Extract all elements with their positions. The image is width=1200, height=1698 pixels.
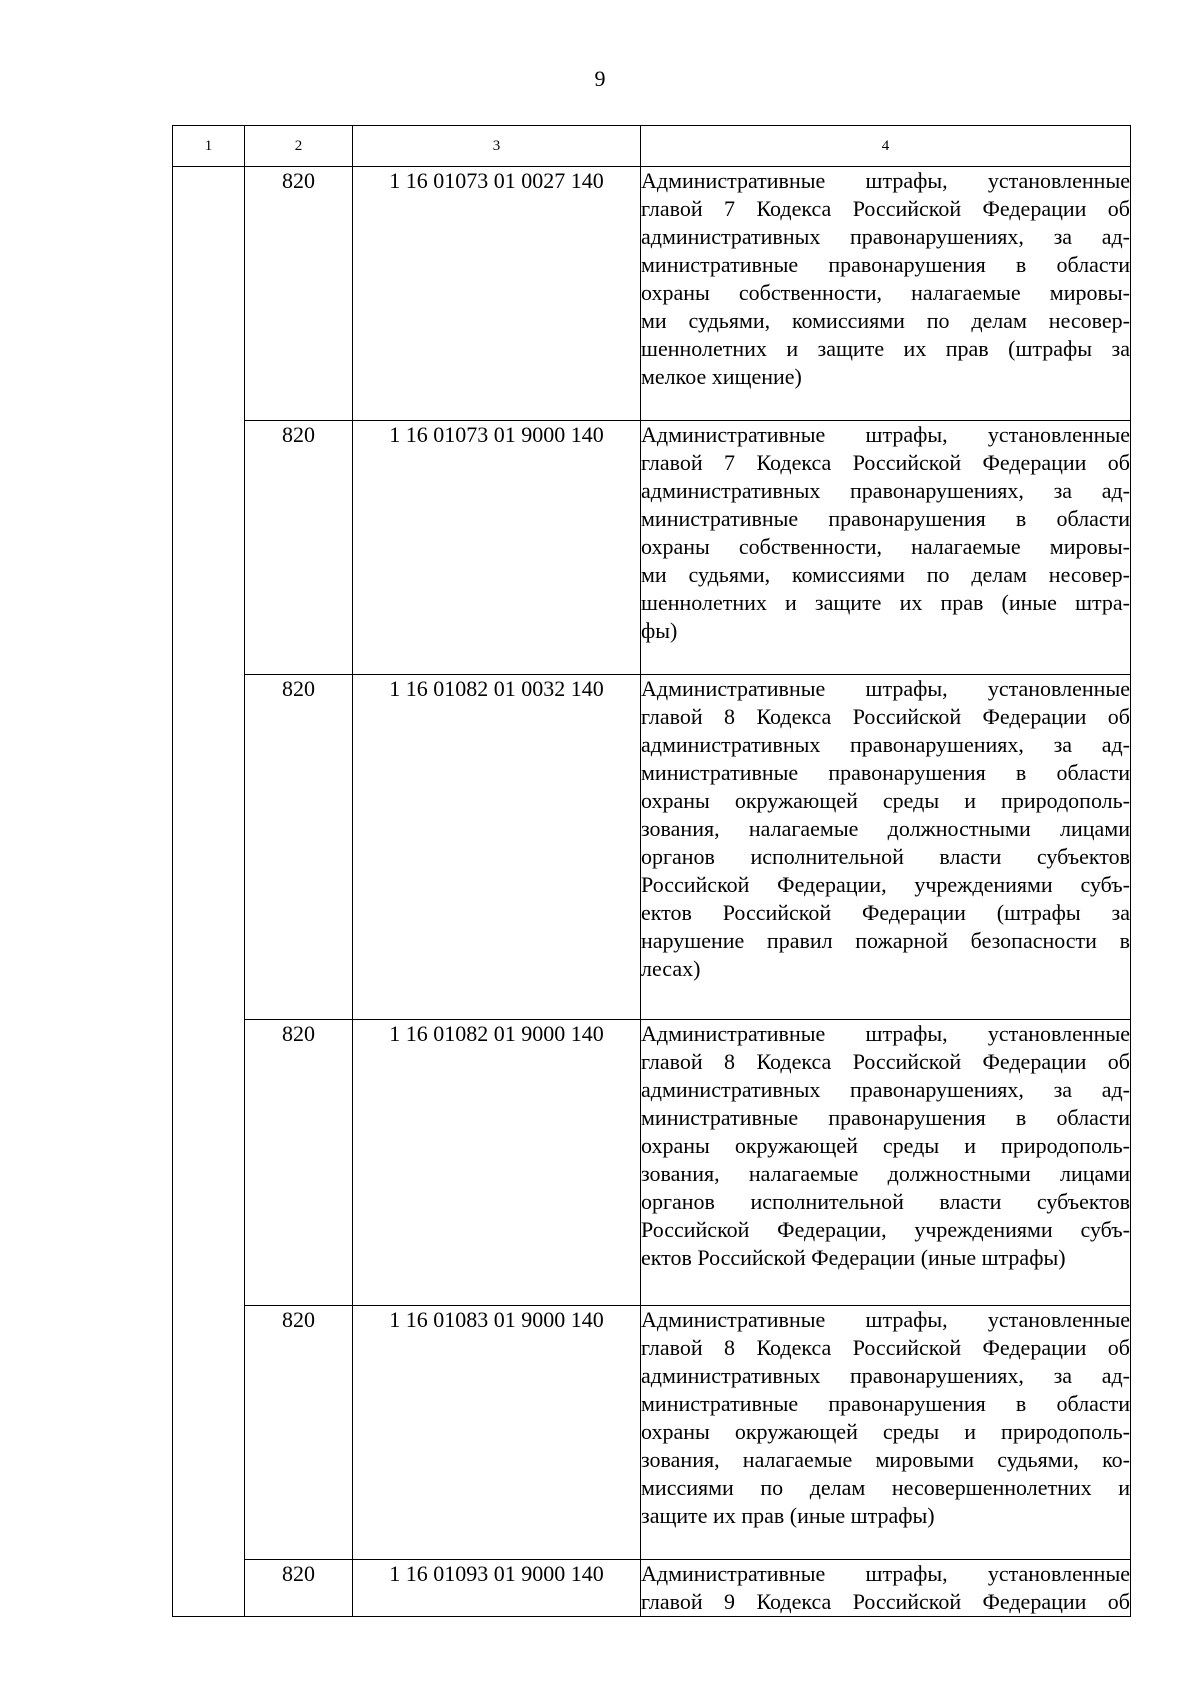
admin-code-cell: 820 xyxy=(245,1020,353,1306)
budget-code-cell: 1 16 01073 01 9000 140 xyxy=(353,421,641,675)
admin-code-cell: 820 xyxy=(245,1306,353,1560)
description-cell xyxy=(641,1560,1131,1617)
description-cell xyxy=(641,421,1131,675)
description-line: лесах) xyxy=(641,956,701,981)
description-line: министративные правонарушения в области xyxy=(641,1391,1130,1416)
description-line: главой 8 Кодекса Российской Федерации об xyxy=(641,704,1130,729)
table-row xyxy=(173,675,1131,1020)
table-row xyxy=(173,421,1131,675)
description-line: главой 9 Кодекса Российской Федерации об xyxy=(641,1589,1130,1614)
description-line: министративные правонарушения в области xyxy=(641,252,1130,277)
header-row xyxy=(173,126,1131,167)
description-line: главой 7 Кодекса Российской Федерации об xyxy=(641,196,1130,221)
description-line: административных правонарушениях, за ад- xyxy=(641,478,1130,503)
description-line: шеннолетних и защите их прав (штрафы за xyxy=(641,336,1130,361)
description-line: органов исполнительной власти субъектов xyxy=(641,844,1130,869)
budget-code-cell: 1 16 01082 01 9000 140 xyxy=(353,1020,641,1306)
header-col-1: 1 xyxy=(173,126,245,167)
description-cell xyxy=(641,167,1131,421)
empty-column-cell xyxy=(173,167,245,1617)
description-cell xyxy=(641,1306,1131,1560)
description-line: Административные штрафы, установленные xyxy=(641,1021,1130,1046)
description-line: охраны собственности, налагаемые мировы- xyxy=(641,280,1130,305)
page-number: 9 xyxy=(594,66,606,91)
header-col-2: 2 xyxy=(245,126,353,167)
description-line: нарушение правил пожарной безопасности в xyxy=(641,928,1130,953)
table-row xyxy=(173,1560,1131,1617)
description-line: Российской Федерации, учреждениями субъ- xyxy=(641,872,1130,897)
budget-code-cell: 1 16 01083 01 9000 140 xyxy=(353,1306,641,1560)
admin-code-cell: 820 xyxy=(245,421,353,675)
description-line: зования, налагаемые мировыми судьями, ко- xyxy=(641,1447,1130,1472)
budget-code-cell: 1 16 01082 01 0032 140 xyxy=(353,675,641,1020)
description-line: Административные штрафы, установленные xyxy=(641,676,1130,701)
description-line: фы) xyxy=(641,618,678,643)
description-line: главой 7 Кодекса Российской Федерации об xyxy=(641,450,1130,475)
description-line: ектов Российской Федерации (иные штрафы) xyxy=(641,1245,1066,1270)
description-line: Административные штрафы, установленные xyxy=(641,1561,1130,1586)
description-line: ми судьями, комиссиями по делам несовер- xyxy=(641,562,1130,587)
description-line: зования, налагаемые должностными лицами xyxy=(641,1161,1130,1186)
table-row xyxy=(173,167,1131,421)
description-line: административных правонарушениях, за ад- xyxy=(641,224,1130,249)
description-line: ми судьями, комиссиями по делам несовер- xyxy=(641,308,1130,333)
description-line: зования, налагаемые должностными лицами xyxy=(641,816,1130,841)
description-line: административных правонарушениях, за ад- xyxy=(641,1077,1130,1102)
description-line: охраны окружающей среды и природополь- xyxy=(641,1419,1130,1444)
description-line: защите их прав (иные штрафы) xyxy=(641,1503,935,1528)
header-col-3: 3 xyxy=(353,126,641,167)
table-row xyxy=(173,1306,1131,1560)
description-line: главой 8 Кодекса Российской Федерации об xyxy=(641,1335,1130,1360)
description-line: ектов Российской Федерации (штрафы за xyxy=(641,900,1130,925)
admin-code-cell: 820 xyxy=(245,1560,353,1617)
header-col-4: 4 xyxy=(641,126,1131,167)
description-line: органов исполнительной власти субъектов xyxy=(641,1189,1130,1214)
description-line: миссиями по делам несовершеннолетних и xyxy=(641,1475,1130,1500)
description-line: главой 8 Кодекса Российской Федерации об xyxy=(641,1049,1130,1074)
budget-codes-table xyxy=(172,125,1131,1617)
description-cell xyxy=(641,1020,1131,1306)
description-line: охраны окружающей среды и природополь- xyxy=(641,1133,1130,1158)
description-line: министративные правонарушения в области xyxy=(641,506,1130,531)
description-line: Административные штрафы, установленные xyxy=(641,168,1130,193)
description-line: административных правонарушениях, за ад- xyxy=(641,732,1130,757)
description-line: охраны окружающей среды и природополь- xyxy=(641,788,1130,813)
table-row xyxy=(173,1020,1131,1306)
table-header xyxy=(173,126,1131,167)
description-line: Административные штрафы, установленные xyxy=(641,1307,1130,1332)
description-line: шеннолетних и защите их прав (иные штра- xyxy=(641,590,1130,615)
description-line: административных правонарушениях, за ад- xyxy=(641,1363,1130,1388)
description-line: мелкое хищение) xyxy=(641,364,802,389)
description-line: министративные правонарушения в области xyxy=(641,1105,1130,1130)
budget-code-cell: 1 16 01073 01 0027 140 xyxy=(353,167,641,421)
description-line: министративные правонарушения в области xyxy=(641,760,1130,785)
table-body xyxy=(173,167,1131,1617)
description-line: охраны собственности, налагаемые мировы- xyxy=(641,534,1130,559)
admin-code-cell: 820 xyxy=(245,675,353,1020)
description-line: Административные штрафы, установленные xyxy=(641,422,1130,447)
budget-code-cell: 1 16 01093 01 9000 140 xyxy=(353,1560,641,1617)
admin-code-cell: 820 xyxy=(245,167,353,421)
description-cell xyxy=(641,675,1131,1020)
description-line: Российской Федерации, учреждениями субъ- xyxy=(641,1217,1130,1242)
